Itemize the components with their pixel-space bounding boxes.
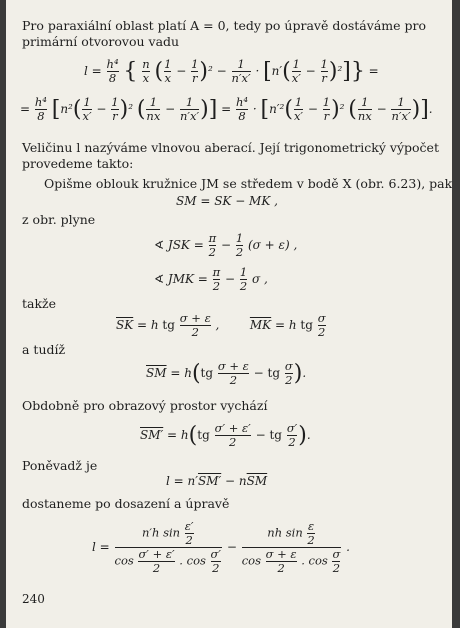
paragraph-vlnova: Veličinu l nazýváme vlnovou aberací. Její trigonometrický výpočet <box>22 140 439 155</box>
equation-jmk: ∢ JMK = $\frac{\pi}{2}$ − $\frac{1}{2}$ σ , <box>154 265 268 293</box>
text-takze: takže <box>22 296 57 311</box>
paragraph-opisme: Opišme oblouk kružnice JM se středem v bodě X (obr. 6.23), pak <box>44 176 452 191</box>
equation-l-second: = $\frac{\text{h⁴}}{8}$ [n²( $\frac{1}{x'}$ − $\frac{1}{r}$ )² ( $\frac{1}{nx}$ − $\frac{1}{n'x'}$ )] = $\frac{\text{h⁴}}{8}$ · [n′²( $\frac{1}{x'}$ − $\frac{1}{r}$ )² ( $\frac{1}{nx}$ − $\frac{1}{n'x'}$ )]. <box>20 95 433 123</box>
equation-sm: SM = SK − MK , <box>176 194 278 208</box>
equation-sk-mk: $\overline{SK} = h$ tg $\frac{\sigma + \varepsilon}{2}$ , $\overline{MK} = h$ tg $\frac{\sigma}{2}$ <box>116 311 326 339</box>
text-dostaneme: dostaneme po dosazení a úpravě <box>22 496 230 511</box>
text-a-tudiz: a tudíž <box>22 342 66 357</box>
intro-line: Pro paraxiální oblast platí A = 0, tedy po úpravě dostáváme pro <box>22 18 426 33</box>
book-page <box>6 0 452 628</box>
intro-line-2: primární otvorovou vadu <box>22 34 180 49</box>
equation-l-final: l = n′h sin $\frac{\varepsilon'}{2}$ cos $\frac{\sigma' + \varepsilon'}{2}$ . cos $\frac{\sigma'}{2}$ − nh sin $\frac{\varepsilon}{2}$ cos $\frac{\sigma + \varepsilon}{2}$ . cos $\frac{\sigma}{2}$ . <box>92 519 350 575</box>
text-obdobne: Obdobně pro obrazový prostor vychází <box>22 398 268 413</box>
page-number: 240 <box>22 592 45 606</box>
equation-sm-2: $\overline{SM} = h(tg$ $\frac{\sigma + \varepsilon}{2}$ − tg $\frac{\sigma}{2}$ ). <box>146 359 307 387</box>
equation-l-def: $l = n'SM' - n\overline{SM}$ <box>166 474 268 488</box>
equation-l-first: l = $\frac{\text{h⁴}}{8}$ { $\frac{n}{x}$ ( $\frac{1}{x}$ − $\frac{1}{r}$ )² − $\frac{1}{n'x'}$ · [n′( $\frac{1}{x'}$ − $\frac{1}{r}$ )²]} = <box>84 57 379 85</box>
text-z-obr: z obr. plyne <box>22 212 96 227</box>
equation-jsk: ∢ JSK = $\frac{\pi}{2}$ − $\frac{1}{2}$ (σ + ε) , <box>154 231 298 259</box>
text-ponevadz: Poněvadž je <box>22 458 98 473</box>
paragraph-vlnova-2: provedeme takto: <box>22 156 134 171</box>
equation-sm-prime: SM′ = h(tg $\frac{\sigma' + \varepsilon'}{2}$ − tg $\frac{\sigma'}{2}$ ). <box>140 421 311 449</box>
